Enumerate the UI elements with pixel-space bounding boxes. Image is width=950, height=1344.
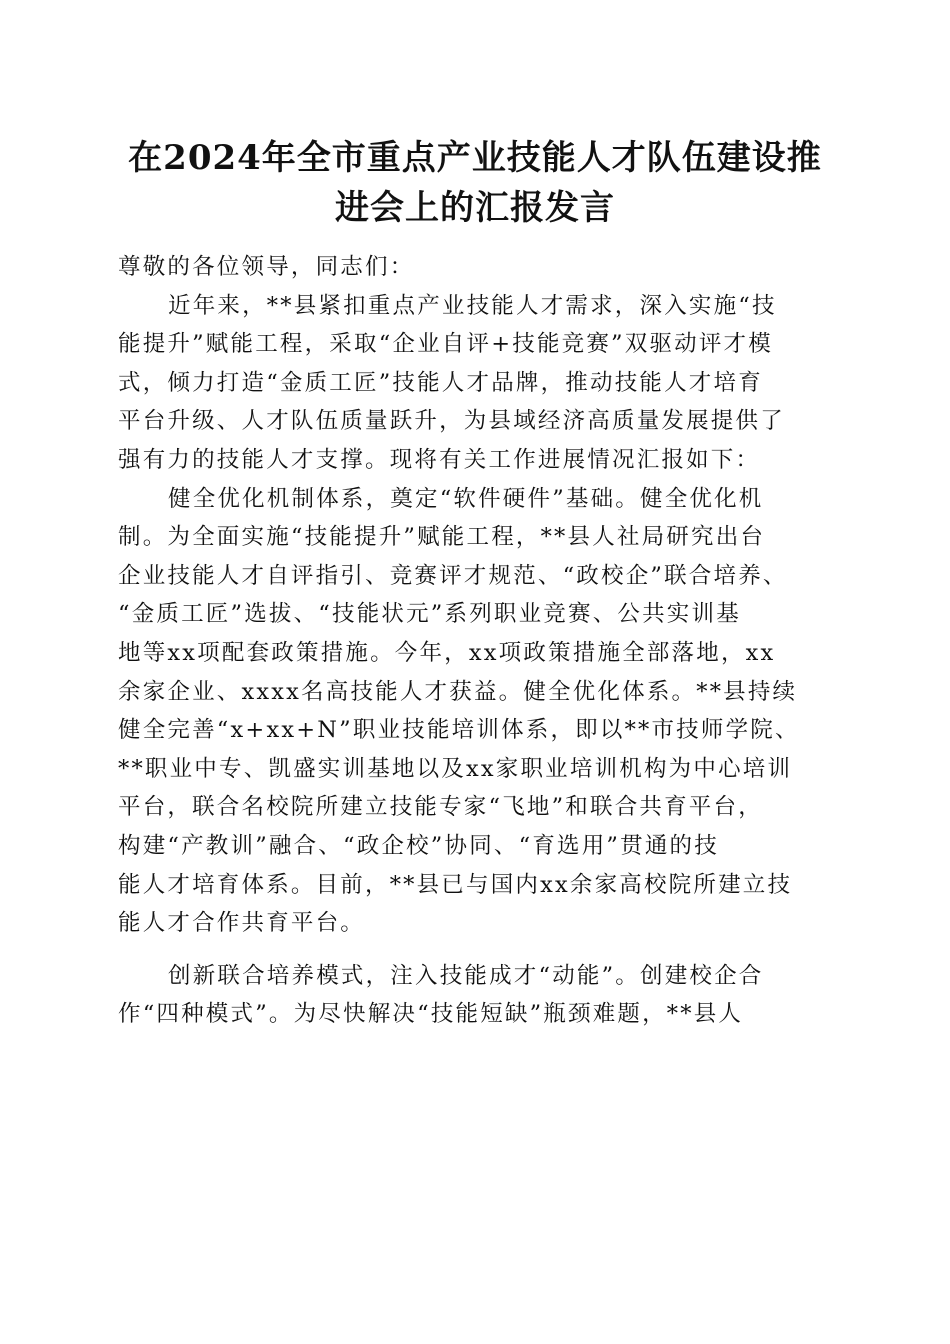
- paragraph-line: 余家企业、xxxx名高技能人才获益。健全优化体系。**县持续: [118, 678, 798, 705]
- paragraph-line: 能人才培育体系。目前，**县已与国内xx余家高校院所建立技: [118, 871, 793, 898]
- paragraph-line: 近年来，**县紧扣重点产业技能人才需求，深入实施“技: [168, 292, 777, 319]
- paragraph-line: 企业技能人才自评指引、竞赛评才规范、“政校企”联合培养、: [118, 562, 788, 589]
- paragraph-line: 作“四种模式”。为尽快解决“技能短缺”瓶颈难题，**县人: [118, 1001, 744, 1028]
- paragraph-line: 强有力的技能人才支撑。现将有关工作进展情况汇报如下：: [118, 446, 761, 473]
- paragraph-line: 制。为全面实施“技能提升”赋能工程，**县人社局研究出台: [118, 524, 766, 551]
- salutation-line: 尊敬的各位领导，同志们：: [118, 254, 415, 280]
- paragraph-mechanism: [118, 480, 830, 943]
- paragraph-line: 健全完善“x+xx+N”职业技能培训体系，即以**市技师学院、: [118, 717, 800, 744]
- paragraph-gap: [118, 943, 830, 957]
- paragraph-line: 地等xx项配套政策措施。今年，xx项政策措施全部落地，xx: [118, 639, 776, 666]
- paragraph-line: 能提升”赋能工程，采取“企业自评+技能竞赛”双驱动评才模: [118, 331, 773, 358]
- paragraph-training: [118, 957, 830, 1034]
- paragraph-line: 平台，联合名校院所建立技能专家“飞地”和联合共育平台，: [118, 794, 763, 821]
- paragraph-line: **职业中专、凯盛实训基地以及xx家职业培训机构为中心培训: [118, 755, 793, 782]
- paragraph-intro: [118, 287, 830, 480]
- paragraph-line: 平台升级、人才队伍质量跃升，为县域经济高质量发展提供了: [118, 408, 785, 435]
- salutation: [118, 248, 830, 287]
- paragraph-line: 创新联合培养模式，注入技能成才“动能”。创建校企合: [168, 962, 764, 989]
- paragraph-line: “金质工匠”选拔、“技能状元”系列职业竞赛、公共实训基: [118, 601, 741, 628]
- document-title: [95, 133, 855, 233]
- paragraph-line: 构建“产教训”融合、“政企校”协同、“育选用”贯通的技: [118, 832, 719, 859]
- paragraph-line: 式，倾力打造“金质工匠”技能人才品牌，推动技能人才培育: [118, 369, 763, 396]
- title-line-2: 进会上的汇报发言: [335, 188, 615, 228]
- document-body: [118, 248, 830, 1034]
- title-line-1: 在2024年全市重点产业技能人才队伍建设推: [128, 138, 822, 178]
- paragraph-line: 能人才合作共育平台。: [118, 910, 366, 937]
- paragraph-line: 健全优化机制体系，奠定“软件硬件”基础。健全优化机: [168, 485, 764, 512]
